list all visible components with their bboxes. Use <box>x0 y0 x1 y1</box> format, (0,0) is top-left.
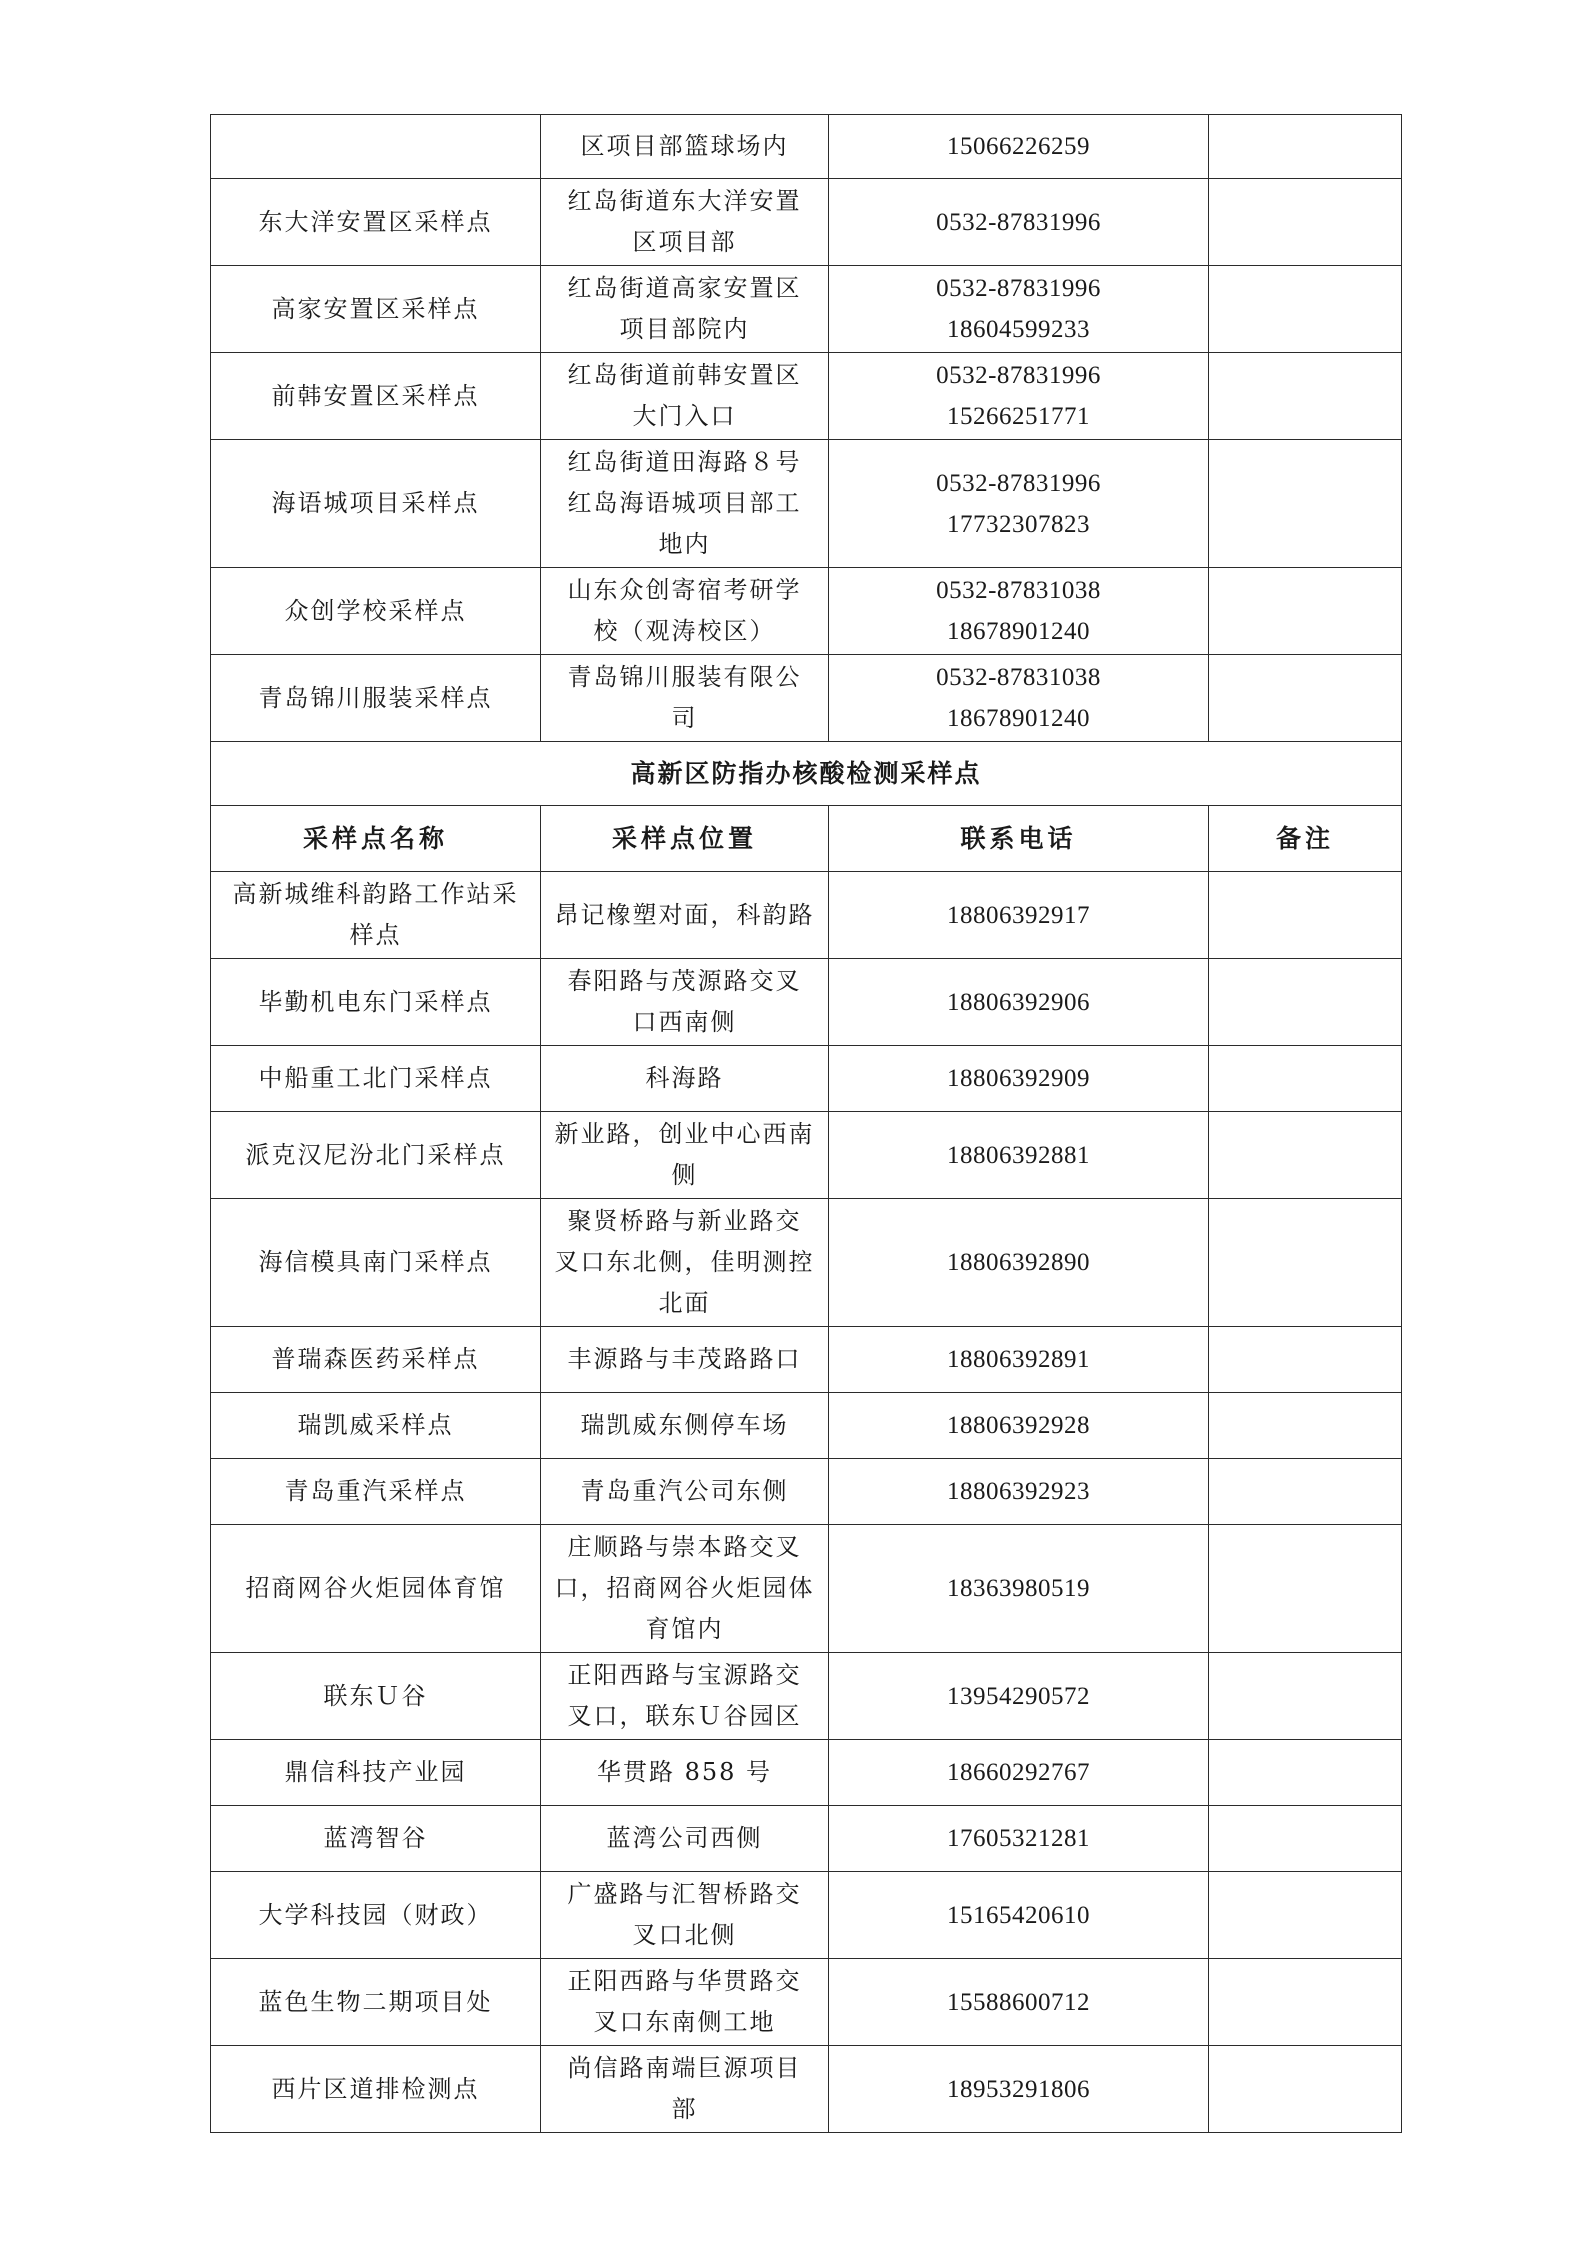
cell-name-line: 青岛锦川服装采样点 <box>258 683 493 712</box>
cell-location <box>541 655 829 742</box>
cell-phone <box>829 872 1209 959</box>
table-row <box>211 1046 1402 1112</box>
cell-location <box>541 1046 829 1112</box>
cell-phone-line: 18678901240 <box>947 618 1090 645</box>
cell-phone-line: 18806392928 <box>947 1412 1090 1439</box>
cell-phone <box>829 568 1209 655</box>
cell-location-line: 聚贤桥路与新业路交 <box>567 1207 802 1235</box>
table-row <box>211 1393 1402 1459</box>
cell-phone-line: 15266251771 <box>947 403 1090 430</box>
cell-name-line: 中船重工北门采样点 <box>258 1064 493 1092</box>
cell-location <box>541 1872 829 1959</box>
cell-location <box>541 1806 829 1872</box>
cell-phone-line: 17605321281 <box>947 1825 1090 1852</box>
cell-name-line: 海语城项目采样点 <box>271 489 480 517</box>
cell-phone-line: 15066226259 <box>947 133 1090 160</box>
cell-name-line: 鼎信科技产业园 <box>284 1758 467 1786</box>
cell-phone-line: 15588600712 <box>947 1988 1090 2016</box>
cell-phone <box>829 959 1209 1046</box>
cell-phone <box>829 1459 1209 1525</box>
table-row <box>211 1872 1402 1959</box>
cell-phone-line: 18806392917 <box>947 901 1090 929</box>
cell-name-line: 蓝色生物二期项目处 <box>258 1987 493 2016</box>
cell-name-line: 毕勤机电东门采样点 <box>258 987 493 1016</box>
cell-location-line: 红岛街道高家安置区 <box>567 274 802 302</box>
cell-phone <box>829 1872 1209 1959</box>
cell-note <box>1209 1525 1402 1653</box>
cell-phone <box>829 1046 1209 1112</box>
cell-name-line: 西片区道排检测点 <box>271 2074 480 2103</box>
table-row <box>211 568 1402 655</box>
cell-name <box>211 872 541 959</box>
cell-name-line: 海信模具南门采样点 <box>258 1248 493 1276</box>
cell-location-line: 校（观涛校区） <box>593 617 776 645</box>
cell-phone <box>829 1740 1209 1806</box>
header-name: 采样点名称 <box>211 806 541 872</box>
cell-name-line: 派克汉尼汾北门采样点 <box>245 1140 506 1169</box>
cell-name <box>211 1459 541 1525</box>
cell-note <box>1209 959 1402 1046</box>
cell-name <box>211 1046 541 1112</box>
cell-phone <box>829 440 1209 568</box>
cell-location <box>541 115 829 179</box>
header-location: 采样点位置 <box>541 806 829 872</box>
cell-name <box>211 440 541 568</box>
cell-phone <box>829 1327 1209 1393</box>
cell-note <box>1209 1327 1402 1393</box>
cell-phone-line: 0532-87831996 <box>936 469 1101 497</box>
cell-location-line: 红岛海语城项目部工 <box>567 489 802 517</box>
cell-name-line: 瑞凯威采样点 <box>297 1411 454 1439</box>
cell-name <box>211 266 541 353</box>
cell-phone-line: 0532-87831996 <box>936 275 1101 302</box>
cell-phone-line: 18363980519 <box>947 1575 1090 1602</box>
cell-name-line: 联东Ｕ谷 <box>323 1681 428 1710</box>
cell-location-line: 红岛街道田海路８号 <box>567 448 802 476</box>
cell-phone <box>829 1959 1209 2046</box>
cell-phone <box>829 1112 1209 1199</box>
cell-location-line: 叉口东北侧，佳明测控 <box>554 1248 815 1276</box>
cell-note <box>1209 1806 1402 1872</box>
cell-name <box>211 353 541 440</box>
cell-location-line: 瑞凯威东侧停车场 <box>580 1411 789 1439</box>
cell-location-line: 地内 <box>658 530 711 558</box>
table-row <box>211 655 1402 742</box>
cell-name <box>211 655 541 742</box>
cell-name-line: 众创学校采样点 <box>284 596 467 625</box>
cell-location-line: 青岛重汽公司东侧 <box>580 1477 789 1505</box>
cell-location <box>541 179 829 266</box>
cell-note <box>1209 1653 1402 1740</box>
cell-location-line: 项目部院内 <box>619 315 750 343</box>
cell-phone-line: 15165420610 <box>947 1901 1090 1929</box>
cell-note <box>1209 179 1402 266</box>
cell-note <box>1209 440 1402 568</box>
cell-phone <box>829 1806 1209 1872</box>
cell-phone-line: 0532-87831996 <box>936 208 1101 236</box>
continued-rows <box>211 115 1402 742</box>
header-phone: 联系电话 <box>829 806 1209 872</box>
cell-name <box>211 1327 541 1393</box>
cell-location <box>541 1740 829 1806</box>
cell-phone <box>829 1393 1209 1459</box>
cell-phone <box>829 1653 1209 1740</box>
cell-phone <box>829 2046 1209 2133</box>
table-row <box>211 872 1402 959</box>
cell-location <box>541 1525 829 1653</box>
cell-name <box>211 179 541 266</box>
cell-location <box>541 1959 829 2046</box>
table-row <box>211 1525 1402 1653</box>
cell-note <box>1209 1740 1402 1806</box>
cell-location-line: 侧 <box>671 1161 698 1189</box>
cell-location-line: 口西南侧 <box>632 1008 737 1036</box>
cell-note <box>1209 1393 1402 1459</box>
cell-location-line: 育馆内 <box>645 1615 724 1643</box>
cell-location <box>541 1327 829 1393</box>
cell-name <box>211 959 541 1046</box>
cell-location-line: 丰源路与丰茂路路口 <box>567 1345 802 1373</box>
cell-note <box>1209 2046 1402 2133</box>
section-head <box>211 742 1402 872</box>
table-row <box>211 1459 1402 1525</box>
cell-location-line: 正阳西路与宝源路交 <box>567 1661 802 1689</box>
cell-location-line: 春阳路与茂源路交叉 <box>567 967 802 995</box>
cell-note <box>1209 1872 1402 1959</box>
cell-name-line: 普瑞森医药采样点 <box>271 1345 480 1373</box>
cell-location <box>541 568 829 655</box>
cell-note <box>1209 655 1402 742</box>
cell-name <box>211 1199 541 1327</box>
cell-location-line: 山东众创寄宿考研学 <box>567 576 802 604</box>
cell-note <box>1209 872 1402 959</box>
cell-location-line: 蓝湾公司西侧 <box>606 1824 763 1852</box>
cell-note <box>1209 1046 1402 1112</box>
cell-phone-line: 18806392881 <box>947 1141 1090 1169</box>
cell-name-line: 样点 <box>349 921 402 949</box>
table-row <box>211 179 1402 266</box>
cell-note <box>1209 1199 1402 1327</box>
table-row <box>211 1740 1402 1806</box>
cell-location-line: 叉口北侧 <box>632 1921 737 1949</box>
cell-name <box>211 1872 541 1959</box>
table-row <box>211 1959 1402 2046</box>
cell-phone-line: 18678901240 <box>947 705 1090 732</box>
cell-phone-line: 18806392906 <box>947 988 1090 1016</box>
cell-phone-line: 18806392891 <box>947 1346 1090 1373</box>
cell-note <box>1209 266 1402 353</box>
cell-location-line: 尚信路南端巨源项目 <box>567 2054 802 2082</box>
cell-phone-line: 13954290572 <box>947 1682 1090 1710</box>
cell-name-line: 蓝湾智谷 <box>323 1824 428 1852</box>
cell-phone <box>829 655 1209 742</box>
header-note: 备注 <box>1209 806 1402 872</box>
cell-name-line: 青岛重汽采样点 <box>284 1477 467 1505</box>
cell-location-line: 新业路，创业中心西南 <box>554 1120 815 1148</box>
cell-location-line: 司 <box>671 704 698 732</box>
cell-name <box>211 1525 541 1653</box>
cell-phone <box>829 115 1209 179</box>
cell-location-line: 科海路 <box>645 1064 724 1092</box>
cell-location-line: 青岛锦川服装有限公 <box>567 663 802 691</box>
cell-location-line: 区项目部 <box>632 228 737 256</box>
cell-name <box>211 2046 541 2133</box>
cell-phone-line: 18806392890 <box>947 1249 1090 1276</box>
cell-location-line: 部 <box>671 2095 698 2123</box>
cell-name-line: 高新城维科韵路工作站采 <box>232 880 519 908</box>
cell-name-line: 大学科技园（财政） <box>258 1900 493 1929</box>
table-row <box>211 266 1402 353</box>
section-title-row <box>211 742 1402 806</box>
cell-phone-line: 0532-87831038 <box>936 664 1101 691</box>
cell-phone-line: 18953291806 <box>947 2075 1090 2103</box>
cell-location <box>541 266 829 353</box>
cell-phone <box>829 1199 1209 1327</box>
sampling-points-table <box>210 114 1402 2133</box>
cell-note <box>1209 568 1402 655</box>
cell-name <box>211 1806 541 1872</box>
sampling-rows <box>211 872 1402 2133</box>
cell-location-line: 华贯路 858 号 <box>596 1758 773 1786</box>
cell-location <box>541 872 829 959</box>
cell-phone-line: 18660292767 <box>947 1759 1090 1786</box>
cell-phone-line: 18806392909 <box>947 1065 1090 1092</box>
cell-location <box>541 353 829 440</box>
cell-location <box>541 1653 829 1740</box>
table-row <box>211 1653 1402 1740</box>
cell-location-line: 叉口，联东Ｕ谷园区 <box>567 1702 802 1730</box>
section-title: 高新区防指办核酸检测采样点 <box>211 742 1402 806</box>
cell-phone-line: 18806392923 <box>947 1478 1090 1505</box>
cell-name-line: 高家安置区采样点 <box>271 294 480 323</box>
cell-name <box>211 1112 541 1199</box>
cell-location <box>541 959 829 1046</box>
cell-location <box>541 2046 829 2133</box>
cell-location-line: 昂记橡塑对面，科韵路 <box>554 900 815 929</box>
table-row <box>211 353 1402 440</box>
cell-name <box>211 1393 541 1459</box>
cell-location-line: 大门入口 <box>632 402 737 430</box>
header-row <box>211 806 1402 872</box>
table-row <box>211 440 1402 568</box>
cell-name-line: 东大洋安置区采样点 <box>258 207 493 236</box>
table-row <box>211 1327 1402 1393</box>
cell-location-line: 红岛街道东大洋安置 <box>567 187 802 215</box>
table-row <box>211 2046 1402 2133</box>
cell-location-line: 叉口东南侧工地 <box>593 2008 776 2036</box>
table-row <box>211 959 1402 1046</box>
cell-location-line: 庄顺路与崇本路交叉 <box>567 1533 802 1561</box>
cell-location <box>541 440 829 568</box>
cell-name-line: 招商网谷火炬园体育馆 <box>245 1574 506 1602</box>
cell-phone <box>829 353 1209 440</box>
cell-location-line: 红岛街道前韩安置区 <box>567 361 802 389</box>
cell-name <box>211 1959 541 2046</box>
cell-name <box>211 1653 541 1740</box>
cell-location-line: 区项目部篮球场内 <box>580 132 789 160</box>
cell-location-line: 广盛路与汇智桥路交 <box>567 1880 802 1908</box>
cell-location-line: 北面 <box>658 1289 711 1317</box>
cell-note <box>1209 1459 1402 1525</box>
cell-location <box>541 1112 829 1199</box>
cell-location <box>541 1393 829 1459</box>
cell-phone-line: 0532-87831038 <box>936 577 1101 604</box>
cell-note <box>1209 1959 1402 2046</box>
cell-note <box>1209 115 1402 179</box>
cell-name <box>211 115 541 179</box>
table-row <box>211 1806 1402 1872</box>
cell-phone <box>829 266 1209 353</box>
cell-location <box>541 1199 829 1327</box>
cell-name <box>211 568 541 655</box>
cell-note <box>1209 353 1402 440</box>
cell-name <box>211 1740 541 1806</box>
cell-location-line: 正阳西路与华贯路交 <box>567 1967 802 1995</box>
cell-phone <box>829 179 1209 266</box>
cell-location <box>541 1459 829 1525</box>
cell-phone-line: 17732307823 <box>947 510 1090 538</box>
table-row <box>211 1199 1402 1327</box>
cell-note <box>1209 1112 1402 1199</box>
cell-phone <box>829 1525 1209 1653</box>
cell-name-line: 前韩安置区采样点 <box>271 381 480 410</box>
cell-phone-line: 0532-87831996 <box>936 362 1101 389</box>
table-row <box>211 115 1402 179</box>
table-row <box>211 1112 1402 1199</box>
cell-phone-line: 18604599233 <box>947 316 1090 343</box>
cell-location-line: 口，招商网谷火炬园体 <box>554 1574 815 1602</box>
